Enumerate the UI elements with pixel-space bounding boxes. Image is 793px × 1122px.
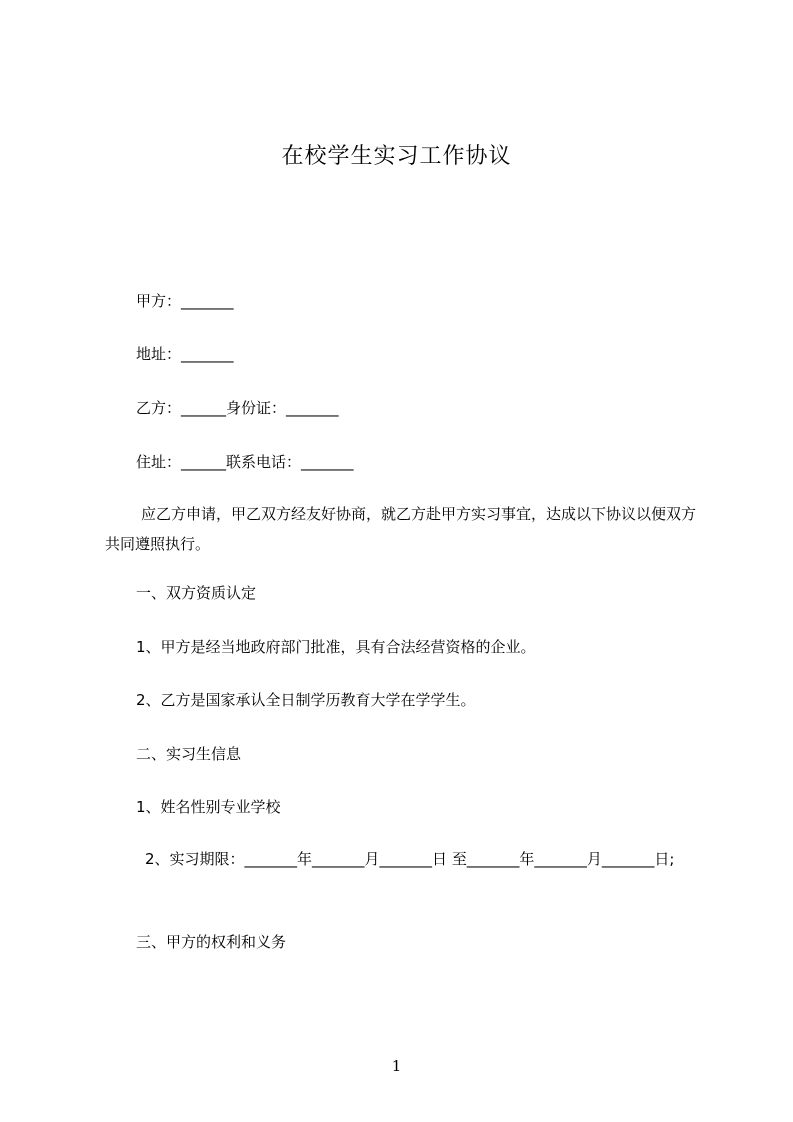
party-a-line: 甲方：_______ [136, 292, 234, 310]
section-3-heading: 三、甲方的权利和义务 [136, 933, 287, 951]
section-1-item-1: 1、甲方是经当地政府部门批准，具有合法经营资格的企业。 [136, 638, 536, 656]
document-title: 在校学生实习工作协议 [281, 144, 512, 169]
section-1-item-2: 2、乙方是国家承认全日制学历教育大学在学学生。 [136, 691, 476, 709]
section-2-item-1: 1、姓名性别专业学校 [136, 798, 281, 816]
intro-paragraph: 应乙方申请，甲乙双方经友好协商，就乙方赴甲方实习事宜，达成以下协议以便双方共同遵照执行。 [105, 505, 697, 553]
residence-line: 住址：______联系电话：_______ [136, 453, 354, 471]
section-2-item-2: 2、实习期限：_______年_______月_______日 至_______年_______月_______日; [145, 850, 675, 868]
party-b-line: 乙方：______身份证：_______ [136, 399, 339, 417]
section-2-heading: 二、实习生信息 [136, 745, 242, 763]
address-line: 地址：_______ [136, 345, 234, 363]
page-number: 1 [391, 1057, 402, 1075]
section-1-heading: 一、双方资质认定 [136, 584, 257, 602]
